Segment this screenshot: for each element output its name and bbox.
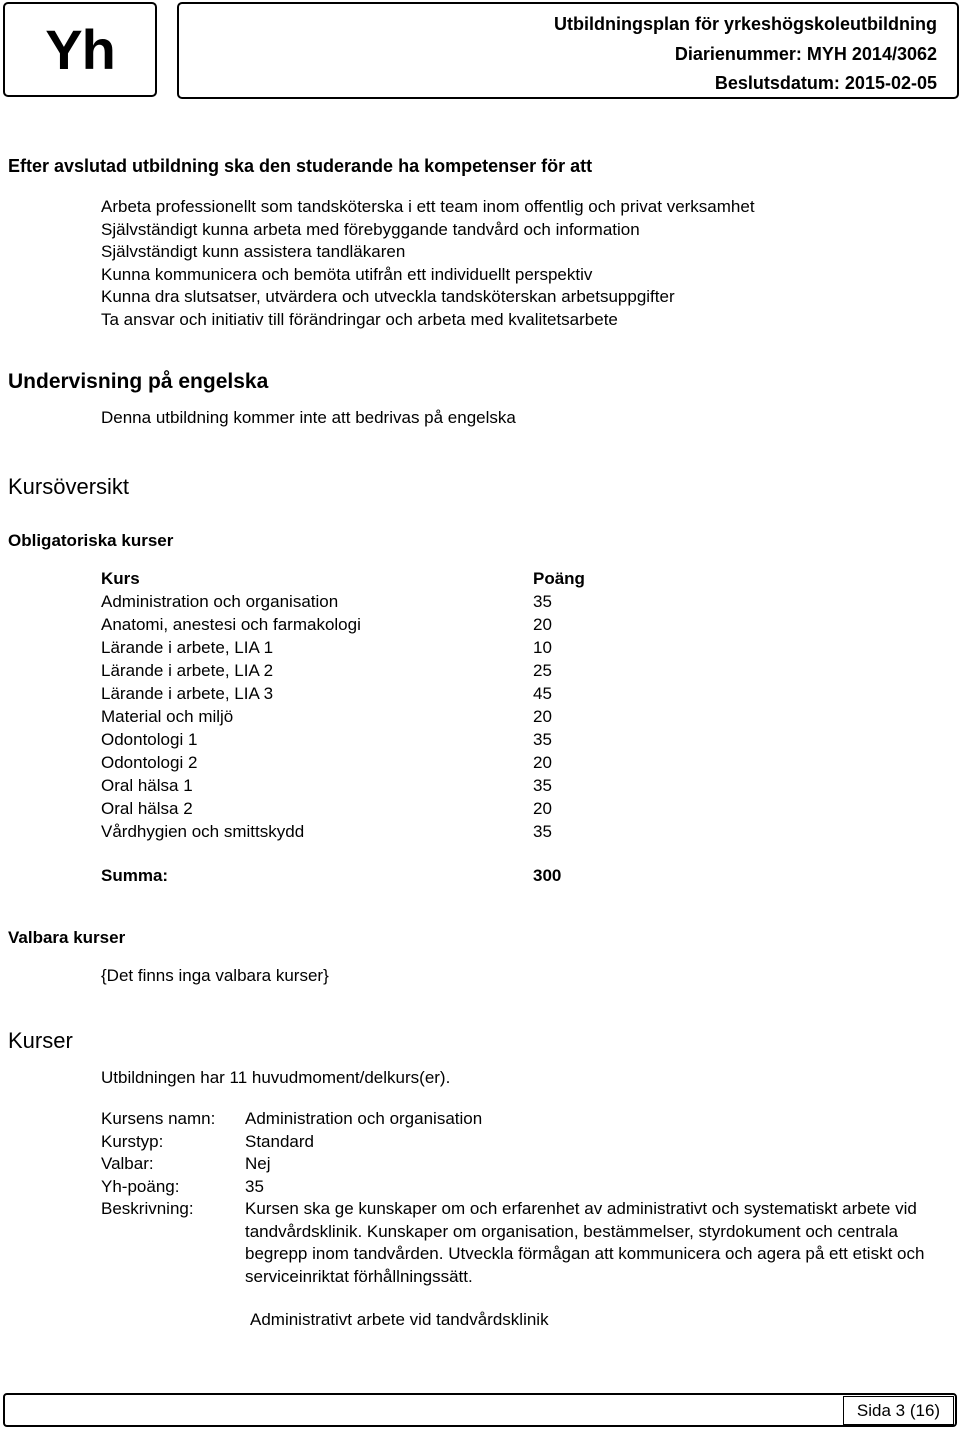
kurs-count-text: Utbildningen har 11 huvudmoment/delkurs(er).: [101, 1068, 451, 1087]
course-points: 20: [533, 753, 552, 772]
page-footer: [3, 1393, 957, 1427]
course-name: Odontologi 2: [101, 753, 198, 772]
course-points: 35: [533, 776, 552, 795]
detail-row: [101, 1108, 925, 1131]
detail-row: [101, 1153, 925, 1176]
undervisning-text: Denna utbildning kommer inte att bedrivas på engelska: [101, 408, 516, 427]
course-points: 20: [533, 707, 552, 726]
page-number-text: Sida 3 (16): [856, 1400, 941, 1420]
course-name: Lärande i arbete, LIA 3: [101, 684, 274, 703]
column-header-poang: Poäng: [533, 569, 585, 588]
course-points: 10: [533, 638, 552, 657]
diarienummer: Diarienummer: MYH 2014/3062: [674, 44, 937, 64]
summa-label: Summa:: [101, 866, 169, 885]
course-points: 45: [533, 684, 552, 703]
course-points: 35: [533, 822, 552, 841]
detail-value: 35: [245, 1176, 264, 1196]
document-header: [177, 2, 959, 99]
course-points: 20: [533, 799, 552, 818]
logo-text: Yh: [45, 18, 115, 81]
detail-row: [101, 1176, 925, 1199]
list-item: Självständigt kunn assistera tandläkaren: [101, 242, 406, 261]
obligatoriska-heading: Obligatoriska kurser: [8, 531, 174, 550]
course-name: Lärande i arbete, LIA 1: [101, 638, 274, 657]
valbara-text: {Det finns inga valbara kurser}: [101, 966, 329, 985]
list-item: Kunna kommunicera och bemöta utifrån ett individuellt perspektiv: [101, 264, 593, 284]
detail-value: Kursen ska ge kunskaper om och erfarenhet av administrativt och systematiskt arbete vid tandvårdsklinik. Kunskaper om organisation, bestämmelser, styrdokument och centrala begrepp inom tandvården. Utveckla förmågan att kommunicera och agera på ett etiskt och serviceinriktat förhållningssätt.: [245, 1199, 925, 1286]
detail-label: Valbar:: [101, 1154, 154, 1173]
course-points: 35: [533, 730, 552, 749]
list-item: Kunna dra slutsatser, utvärdera och utveckla tandsköterskan arbetsuppgifter: [101, 287, 675, 306]
page-number: [843, 1396, 954, 1425]
list-item: Självständigt kunna arbeta med förebyggande tandvård och information: [101, 219, 640, 239]
course-name: Administration och organisation: [101, 592, 339, 611]
course-name: Anatomi, anestesi och farmakologi: [101, 615, 361, 634]
course-name: Oral hälsa 1: [101, 776, 193, 795]
course-points: 25: [533, 661, 552, 680]
detail-value: Standard: [245, 1131, 314, 1151]
course-name: Vårdhygien och smittskydd: [101, 822, 305, 841]
detail-value: Administration och organisation: [245, 1109, 483, 1128]
detail-label: Yh-poäng:: [101, 1176, 180, 1196]
detail-value: Nej: [245, 1154, 271, 1173]
detail-row: [101, 1198, 925, 1288]
kurser-heading: Kurser: [8, 1028, 73, 1053]
course-name: Oral hälsa 2: [101, 799, 193, 818]
detail-row: [101, 1131, 925, 1154]
course-name: Odontologi 1: [101, 730, 198, 749]
course-points: 20: [533, 615, 552, 634]
beslutsdatum: Beslutsdatum: 2015-02-05: [714, 73, 937, 93]
column-header-kurs: Kurs: [101, 569, 140, 588]
undervisning-heading: Undervisning på engelska: [8, 370, 269, 393]
kursoversikt-heading: Kursöversikt: [8, 474, 130, 499]
course-name: Material och miljö: [101, 707, 234, 726]
plan-title: Utbildningsplan för yrkeshögskoleutbildning: [553, 14, 937, 34]
course-name: Lärande i arbete, LIA 2: [101, 661, 274, 680]
detail-label: Kurstyp:: [101, 1131, 164, 1151]
kompetenser-heading: Efter avslutad utbildning ska den studerande ha kompetenser för att: [8, 156, 593, 176]
course-details: [101, 1108, 925, 1288]
list-item: Ta ansvar och initiativ till förändringar och arbeta med kvalitetsarbete: [101, 309, 618, 329]
detail-label: Kursens namn:: [101, 1109, 216, 1128]
list-item: Arbeta professionellt som tandsköterska i ett team inom offentlig och privat verksamhet: [101, 197, 755, 216]
detail-label: Beskrivning:: [101, 1199, 194, 1218]
valbara-heading: Valbara kurser: [8, 928, 126, 947]
course-points: 35: [533, 592, 552, 611]
yh-logo: [3, 2, 157, 97]
summa-value: 300: [533, 866, 562, 885]
moment-name: Administrativt arbete vid tandvårdsklinik: [250, 1310, 549, 1329]
kompetenser-list: [101, 196, 781, 331]
